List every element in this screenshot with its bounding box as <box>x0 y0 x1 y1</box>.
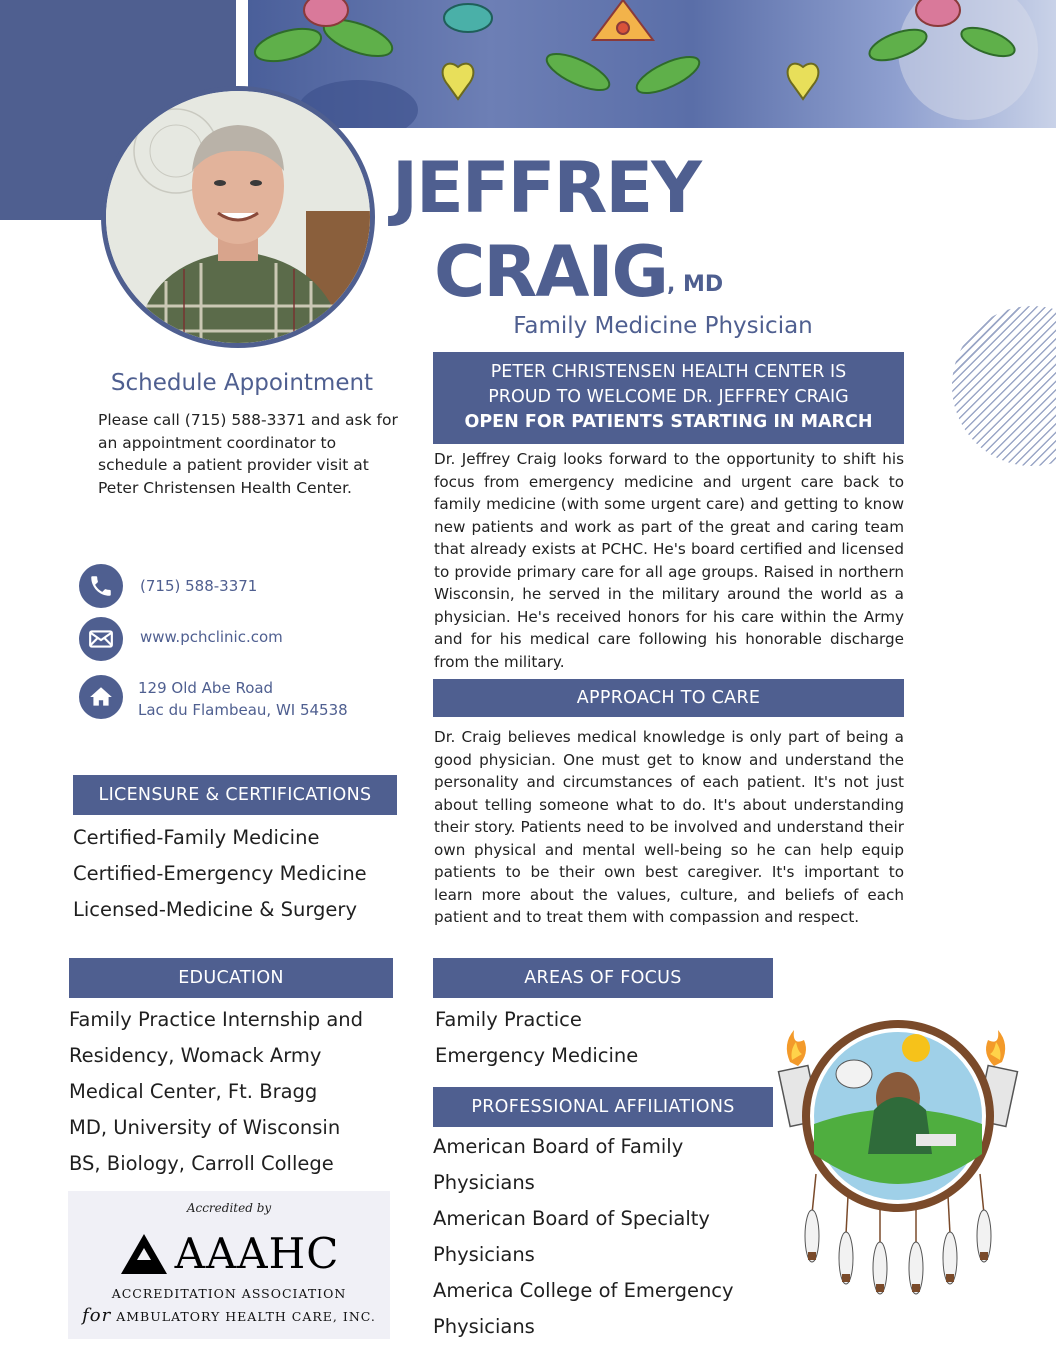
accreditation-line-2: AMBULATORY HEALTH CARE, INC. <box>116 1309 376 1324</box>
list-item: America College of Emergency <box>433 1279 734 1302</box>
mail-icon <box>79 617 123 661</box>
licensure-header: LICENSURE & CERTIFICATIONS <box>73 775 397 815</box>
last-name: CRAIG <box>434 231 667 313</box>
focus-list <box>435 1002 638 1074</box>
website-link[interactable]: www.pchclinic.com <box>140 628 283 646</box>
list-item: Emergency Medicine <box>435 1044 639 1067</box>
list-item: American Board of Family <box>433 1135 684 1158</box>
home-icon <box>79 675 123 719</box>
welcome-line-2: PROUD TO WELCOME DR. JEFFREY CRAIG <box>488 387 849 407</box>
approach-header: APPROACH TO CARE <box>433 679 904 717</box>
list-item: Certified-Emergency Medicine <box>73 862 367 885</box>
tribal-seal-logo <box>776 1014 1020 1298</box>
address-line-1: 129 Old Abe Road <box>138 679 274 697</box>
aaahc-acronym: AAAHC <box>174 1229 340 1278</box>
specialty-subtitle: Family Medicine Physician <box>513 313 813 339</box>
header-artwork-banner <box>248 0 1056 128</box>
schedule-title: Schedule Appointment <box>110 370 374 396</box>
education-list <box>69 1002 363 1182</box>
list-item: Certified-Family Medicine <box>73 826 320 849</box>
phone-icon <box>79 564 123 608</box>
affiliations-list <box>433 1129 734 1345</box>
list-item: American Board of Specialty <box>433 1207 710 1230</box>
first-name: JEFFREY <box>392 147 700 229</box>
focus-header: AREAS OF FOCUS <box>433 958 773 998</box>
accreditation-for-word: for <box>82 1305 112 1326</box>
welcome-line-3: OPEN FOR PATIENTS STARTING IN MARCH <box>464 412 873 432</box>
list-item: Physicians <box>433 1315 535 1338</box>
doctor-portrait <box>101 86 375 348</box>
address-line-2: Lac du Flambeau, WI 54538 <box>138 701 348 719</box>
list-item: MD, University of Wisconsin <box>69 1116 341 1139</box>
welcome-banner <box>433 352 904 444</box>
licensure-list <box>73 820 367 928</box>
aaahc-accreditation-logo <box>68 1191 390 1339</box>
list-item: Family Practice <box>435 1008 582 1031</box>
list-item: Family Practice Internship and <box>69 1008 364 1031</box>
list-item: Physicians <box>433 1243 535 1266</box>
striped-circle-decor <box>952 306 1056 466</box>
list-item: Residency, Womack Army <box>69 1044 322 1067</box>
welcome-line-1: PETER CHRISTENSEN HEALTH CENTER IS <box>490 362 847 382</box>
list-item: Medical Center, Ft. Bragg <box>69 1080 318 1103</box>
accreditation-line-1: ACCREDITATION ASSOCIATION <box>111 1286 347 1301</box>
list-item: BS, Biology, Carroll College <box>69 1152 334 1175</box>
list-item: Physicians <box>433 1171 535 1194</box>
intro-paragraph: Dr. Jeffrey Craig looks forward to the opportunity to shift his focus from emergency medicine and urgent care back to family medicine (with some urgent care) and getting to know new patients and work as part of the great and caring team that already exists at PCHC. He's board certified and licensed to provide primary care for all age groups. Raised in northern Wisconsin, he served in the military around the world as a physician. He's received honors for his care within the Army and for his medical care following his honorable discharge from the military. <box>434 450 904 671</box>
education-header: EDUCATION <box>69 958 393 998</box>
credential-suffix: , MD <box>667 272 724 297</box>
phone-number[interactable]: (715) 588-3371 <box>140 577 258 595</box>
affiliations-header: PROFESSIONAL AFFILIATIONS <box>433 1087 773 1127</box>
approach-paragraph: Dr. Craig believes medical knowledge is only part of being a good physician. One must get to know and understand the personality and circumstances of each patient. It's not just about telling someone what to do. It's about understanding their story. Patients need to be involved and understand their own physical and mental well-being so he can help equip patients to be their own best caregiver. It's important to learn more about the values, culture, and beliefs of each patient and to treat them with compassion and respect. <box>434 728 904 926</box>
triangle-logo-icon <box>119 1232 169 1276</box>
list-item: Licensed-Medicine & Surgery <box>73 898 357 921</box>
accredited-by-label: Accredited by <box>186 1201 272 1215</box>
schedule-text: Please call (715) 588-3371 and ask for an appointment coordinator to schedule a patient provider visit at Peter Christensen Health Center. <box>98 411 398 497</box>
